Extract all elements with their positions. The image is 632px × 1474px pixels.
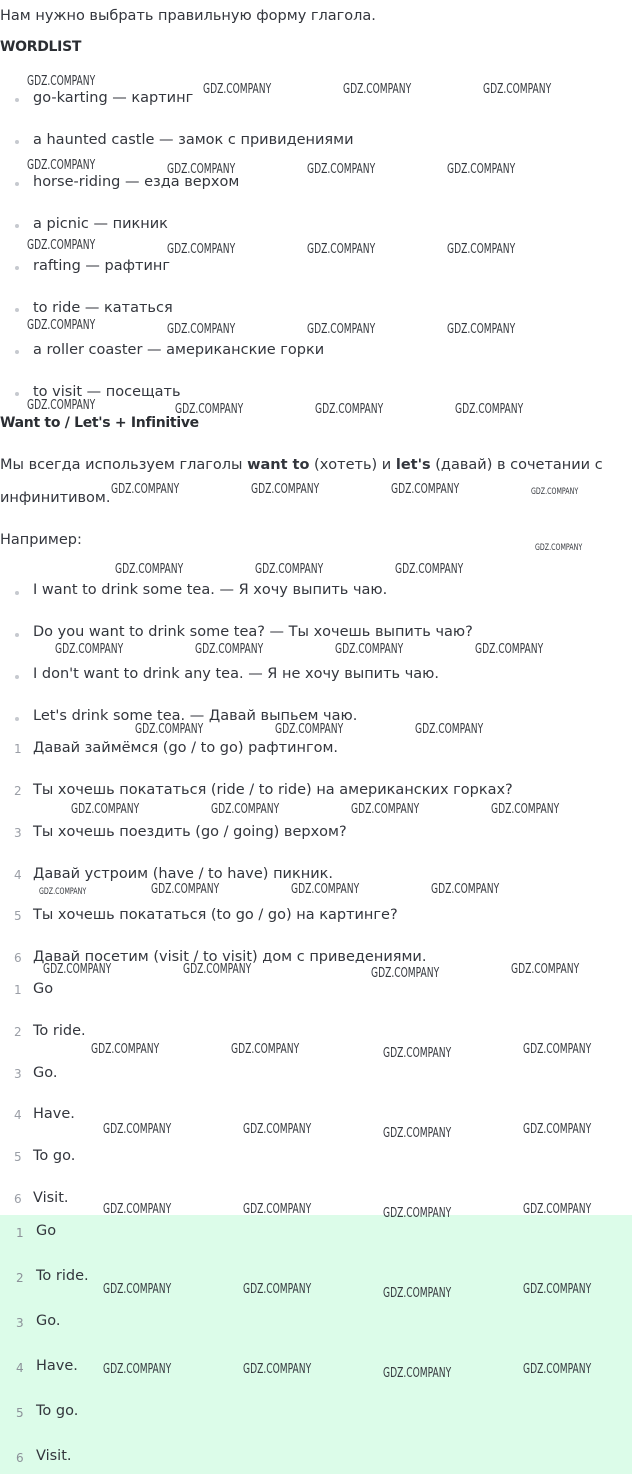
watermark: GDZ.COMPANY [523,1282,592,1297]
watermark: GDZ.COMPANY [391,482,460,497]
answer-item: Go [33,981,54,997]
bullet [15,350,19,354]
watermark: GDZ.COMPANY [371,966,440,981]
watermark: GDZ.COMPANY [203,82,272,97]
watermark: GDZ.COMPANY [103,1282,172,1297]
watermark: GDZ.COMPANY [455,402,524,417]
answer-item: Visit. [33,1190,69,1206]
watermark: GDZ.COMPANY [27,74,96,89]
wordlist-heading: WORDLIST [0,39,82,55]
exercise-number: 5 [14,909,22,923]
exercise-item: Ты хочешь покататься (to go / go) на картинге? [33,907,398,923]
watermark: GDZ.COMPANY [39,887,87,897]
watermark: GDZ.COMPANY [291,882,360,897]
watermark: GDZ.COMPANY [483,82,552,97]
watermark: GDZ.COMPANY [103,1362,172,1377]
exercise-item: Ты хочешь поездить (go / going) верхом? [33,824,347,840]
grammar-heading: Want to / Let's + Infinitive [0,415,199,431]
watermark: GDZ.COMPANY [231,1042,300,1057]
watermark: GDZ.COMPANY [195,642,264,657]
watermark: GDZ.COMPANY [243,1122,312,1137]
watermark: GDZ.COMPANY [211,802,280,817]
exercise-item: Давай займёмся (go / to go) рафтингом. [33,740,339,756]
watermark: GDZ.COMPANY [447,242,516,257]
bullet [15,140,19,144]
answer-number: 3 [16,1316,24,1330]
watermark: GDZ.COMPANY [167,162,236,177]
answer-number: 4 [14,1108,22,1122]
answer-number: 5 [14,1150,22,1164]
watermark: GDZ.COMPANY [27,158,96,173]
watermark: GDZ.COMPANY [243,1202,312,1217]
answer-number: 4 [16,1361,24,1375]
bullet [15,675,19,679]
example-item: Do you want to drink some tea? — Ты хочешь выпить чаю? [33,624,473,640]
wordlist-item: to ride — кататься [33,300,173,316]
watermark: GDZ.COMPANY [135,722,204,737]
watermark: GDZ.COMPANY [71,802,140,817]
exercise-number: 6 [14,951,22,965]
watermark: GDZ.COMPANY [535,543,583,553]
watermark: GDZ.COMPANY [315,402,384,417]
watermark: GDZ.COMPANY [335,642,404,657]
bullet [15,308,19,312]
watermark: GDZ.COMPANY [167,322,236,337]
watermark: GDZ.COMPANY [511,962,580,977]
watermark: GDZ.COMPANY [27,398,96,413]
exercise-item: Давай устроим (have / to have) пикник. [33,866,334,882]
watermark: GDZ.COMPANY [243,1362,312,1377]
answer-number: 1 [16,1226,24,1240]
watermark: GDZ.COMPANY [415,722,484,737]
watermark: GDZ.COMPANY [115,562,184,577]
watermark: GDZ.COMPANY [447,322,516,337]
wordlist-item: a haunted castle — замок с привидениями [33,132,354,148]
watermark: GDZ.COMPANY [383,1206,452,1221]
exercise-item: Давай посетим (visit / to visit) дом с приведениями. [33,949,427,965]
watermark: GDZ.COMPANY [91,1042,160,1057]
bullet [15,266,19,270]
answer-number: 2 [14,1025,22,1039]
highlighted-answer: To go. [36,1403,79,1419]
watermark: GDZ.COMPANY [111,482,180,497]
watermark: GDZ.COMPANY [491,802,560,817]
wordlist-item: go-karting — картинг [33,90,194,106]
intro-text: Нам нужно выбрать правильную форму глагола. [0,8,376,24]
watermark: GDZ.COMPANY [103,1122,172,1137]
watermark: GDZ.COMPANY [251,482,320,497]
watermark: GDZ.COMPANY [307,162,376,177]
answer-number: 2 [16,1271,24,1285]
watermark: GDZ.COMPANY [167,242,236,257]
bullet [15,224,19,228]
watermark: GDZ.COMPANY [531,487,579,497]
watermark: GDZ.COMPANY [351,802,420,817]
example-label: Например: [0,532,82,548]
example-item: I don't want to drink any tea. — Я не хочу выпить чаю. [33,666,439,682]
answer-number: 6 [16,1451,24,1465]
answer-number: 6 [14,1192,22,1206]
bullet [15,182,19,186]
wordlist-item: to visit — посещать [33,384,181,400]
highlighted-answer: To ride. [36,1268,89,1284]
answer-item: Go. [33,1065,58,1081]
example-item: Let's drink some tea. — Давай выпьем чаю. [33,708,358,724]
wordlist-item: a picnic — пикник [33,216,168,232]
watermark: GDZ.COMPANY [27,318,96,333]
watermark: GDZ.COMPANY [175,402,244,417]
answer-item: Have. [33,1106,75,1122]
watermark: GDZ.COMPANY [275,722,344,737]
exercise-number: 1 [14,742,22,756]
exercise-number: 4 [14,868,22,882]
answer-item: To go. [33,1148,76,1164]
bullet [15,717,19,721]
highlighted-answer: Have. [36,1358,78,1374]
bullet [15,633,19,637]
watermark: GDZ.COMPANY [523,1202,592,1217]
watermark: GDZ.COMPANY [255,562,324,577]
watermark: GDZ.COMPANY [183,962,252,977]
watermark: GDZ.COMPANY [383,1286,452,1301]
bullet [15,591,19,595]
watermark: GDZ.COMPANY [383,1046,452,1061]
exercise-number: 2 [14,784,22,798]
highlighted-answer: Visit. [36,1448,72,1464]
grammar-text: Мы всегда используем глаголы want to (хотеть) и let's (давай) в сочетании с [0,457,603,473]
answer-number: 1 [14,983,22,997]
watermark: GDZ.COMPANY [383,1126,452,1141]
watermark: GDZ.COMPANY [475,642,544,657]
watermark: GDZ.COMPANY [151,882,220,897]
highlighted-answer: Go [36,1223,57,1239]
example-item: I want to drink some tea. — Я хочу выпить чаю. [33,582,388,598]
grammar-text-cont: инфинитивом. [0,490,111,506]
watermark: GDZ.COMPANY [447,162,516,177]
answer-item: To ride. [33,1023,86,1039]
answer-number: 5 [16,1406,24,1420]
answer-number: 3 [14,1067,22,1081]
bullet [15,98,19,102]
wordlist-item: rafting — рафтинг [33,258,170,274]
watermark: GDZ.COMPANY [27,238,96,253]
watermark: GDZ.COMPANY [307,322,376,337]
watermark: GDZ.COMPANY [343,82,412,97]
watermark: GDZ.COMPANY [395,562,464,577]
watermark: GDZ.COMPANY [523,1362,592,1377]
exercise-item: Ты хочешь покататься (ride / to ride) на американских горках? [33,782,513,798]
watermark: GDZ.COMPANY [523,1042,592,1057]
watermark: GDZ.COMPANY [307,242,376,257]
answer-box [0,1215,632,1474]
wordlist-item: horse-riding — езда верхом [33,174,240,190]
exercise-number: 3 [14,826,22,840]
watermark: GDZ.COMPANY [55,642,124,657]
watermark: GDZ.COMPANY [243,1282,312,1297]
watermark: GDZ.COMPANY [383,1366,452,1381]
watermark: GDZ.COMPANY [431,882,500,897]
watermark: GDZ.COMPANY [103,1202,172,1217]
highlighted-answer: Go. [36,1313,61,1329]
bullet [15,392,19,396]
watermark: GDZ.COMPANY [43,962,112,977]
wordlist-item: a roller coaster — американские горки [33,342,325,358]
watermark: GDZ.COMPANY [523,1122,592,1137]
